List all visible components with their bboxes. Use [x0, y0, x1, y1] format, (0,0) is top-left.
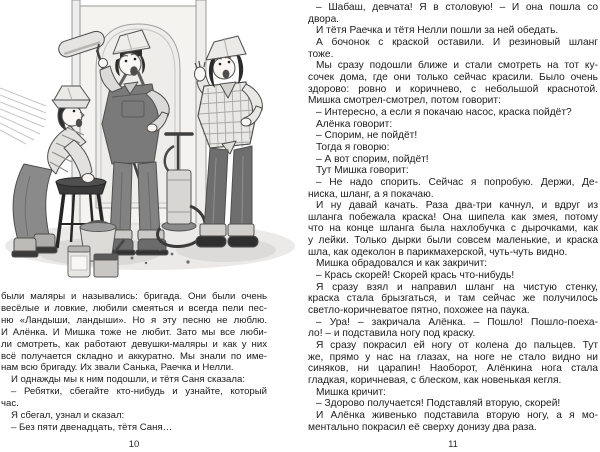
text-line: светло-коричневатое пятно, похожее на паука. — [308, 305, 530, 317]
text-line: Мишка обрадовался и как закричит: — [316, 258, 488, 270]
text-line: всё получается складно и аккуратно. Мы знали по име- — [1, 350, 267, 362]
right-page-number: 11 — [448, 439, 458, 450]
text-line: весёлые и ловкие, любили смеяться и всегда пели пес- — [1, 302, 267, 314]
left-page-text — [1, 291, 267, 434]
text-line: краска стала брызгаться, и там сейчас же получилось — [308, 293, 598, 305]
text-line: гладкая, коричневая, с блеском, как новенькая кегля. — [308, 375, 562, 386]
text-line: ло! – и подставила ногу под краску. — [308, 328, 476, 340]
text-line: ли смотреть, как работают девушки-маляры и как у них — [1, 338, 267, 350]
painters-drawing — [0, 0, 300, 284]
left-page-number: 10 — [128, 439, 140, 450]
text-line: И Алёнка. И Мишка тоже не любит. Зато мы все люби- — [1, 326, 267, 338]
text-line: А бочонок с краской оставили. И резиновый шланг — [316, 36, 598, 48]
text-line: Я сразу покрасил ей ногу от колена до пальцев. Тут — [316, 340, 598, 352]
text-line: И тётя Раечка и тётя Нелли пошли за ней обедать. — [316, 25, 559, 37]
text-line: Мишка смотрел-смотрел, потом говорит: — [308, 95, 501, 107]
text-line: Я сбегал, узнал и сказал: — [11, 410, 125, 422]
text-line: И однажды мы к ним подошли, и тётя Саня сказала: — [11, 374, 245, 386]
text-line: ню «Ландыши, ландыши». Но я эту песню не люблю. — [1, 314, 267, 326]
text-line: Тут Мишка говорит: — [316, 165, 409, 177]
text-line: ниска, шланг, а я покачаю. — [308, 188, 434, 200]
text-line: – Без пяти двенадцать, тётя Саня… — [11, 421, 173, 433]
text-line: И ну давай качать. Раза два-три качнул, и вдруг из — [316, 200, 598, 212]
text-line: шланга побежала краска! Она шипела как змея, потому — [308, 211, 598, 223]
text-line: шла, как одеколон в парикмахерской, чуть-чуть видно. — [308, 246, 568, 258]
text-line: – Интересно, а если я покачаю насос, краска пойдёт? — [316, 106, 572, 118]
text-line: – Шабаш, девчата! Я в столовую! – И она пошла со — [316, 2, 598, 13]
illustration-painters — [0, 0, 300, 284]
wall-hatching — [0, 88, 46, 144]
text-line: – Крась скорей! Скорей крась что-нибудь! — [316, 270, 515, 282]
text-line: нам всю бригаду. Их звали Санька, Раечка и Нелли. — [1, 362, 234, 374]
text-line: – А вот спорим, пойдёт! — [316, 153, 429, 165]
text-line: у лейки. Только дырки были совсем маленькие, и краска — [308, 235, 598, 247]
text-line: сочек дома, где они только сейчас красили. Было очень — [308, 71, 598, 83]
text-line: – Спорим, не пойдёт! — [316, 130, 418, 142]
text-line: – Ура! – закричала Алёнка. – Пошло! Пошло-поеха- — [316, 316, 598, 328]
text-line: же, прямо у нас на глазах, на ноге не стало видно ни — [308, 351, 598, 363]
text-line: ментально покрасил её сверху донизу два раза. — [308, 421, 537, 433]
text-line: час. — [1, 398, 19, 410]
text-line: двора. — [308, 13, 340, 25]
text-line: – Ребятки, сбегайте кто-нибудь и узнайте, который — [11, 386, 267, 398]
text-line: И Алёнка живенько подставила вторую ногу, а я мо- — [316, 409, 598, 421]
text-line: Алёнка говорит: — [316, 118, 393, 130]
text-line: здорово: ровно и коричнево, с небольшой краснотой. — [308, 83, 598, 95]
text-line: – Не надо спорить. Сейчас я попробую. Держи, Де- — [316, 176, 598, 188]
text-line: Тогда я говорю: — [316, 141, 390, 153]
text-line: – Здорово получается! Подставляй вторую, скорей! — [316, 398, 561, 410]
text-line: Мы сразу подошли ближе и стали смотреть на тот ку- — [316, 60, 598, 72]
text-line: были маляры и назывались: бригада. Они были очень — [1, 291, 267, 302]
text-line: Я сразу взял и направил шланг на чистую стенку, — [316, 281, 598, 293]
paint-jar — [68, 246, 90, 277]
text-line: тоже. — [308, 48, 334, 60]
text-line: синяков, ни царапин! Наоборот, Алёнкина нога стала — [308, 363, 598, 375]
right-page-text — [308, 2, 598, 433]
text-line: что на конце шланга была нахлобучка с дырочками, как — [308, 223, 598, 235]
text-line: Мишка кричит: — [316, 386, 386, 398]
